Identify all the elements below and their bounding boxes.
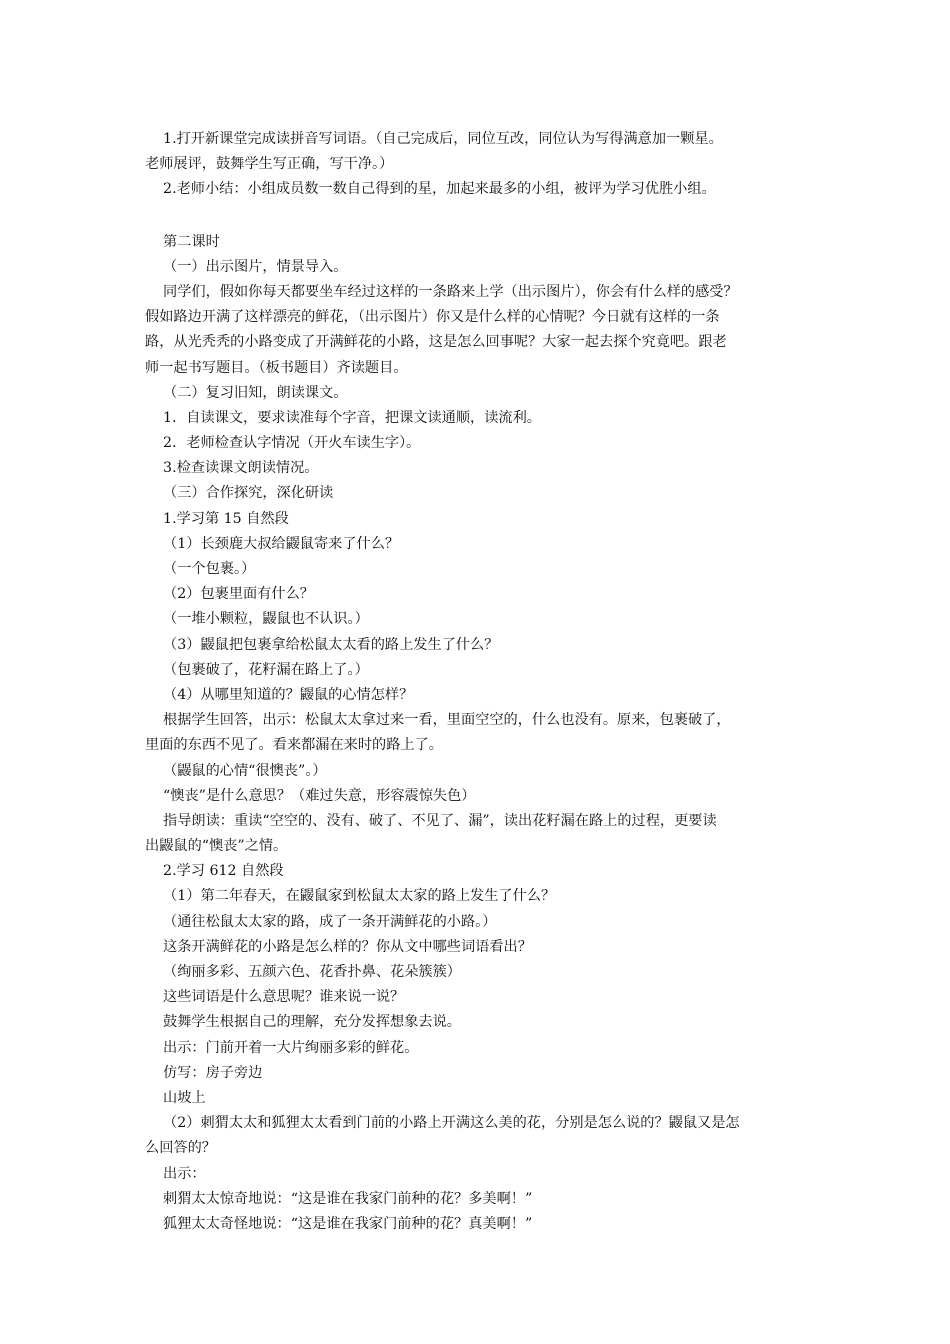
text-line: 山坡上: [145, 1089, 206, 1106]
text-line: （一个包裹。）: [145, 561, 256, 577]
text-line: “懊丧”是什么意思？（难过失意，形容震惊失色）: [145, 787, 476, 804]
text-line: 出示：门前开着一大片绚丽多彩的鲜花。: [145, 1039, 419, 1056]
text-line: 狐狸太太奇怪地说：“这是谁在我家门前种的花？真美啊！”: [145, 1215, 533, 1232]
text-line: 第二课时: [145, 233, 220, 250]
text-line: 老师展评，鼓舞学生写正确，写干净。）: [145, 156, 394, 173]
text-line: 1.学习第 15 自然段: [145, 510, 289, 527]
text-line: （3）鼹鼠把包裹拿给松鼠太太看的路上发生了什么？: [145, 636, 499, 653]
text-line: （一）出示图片，情景导入。: [145, 258, 348, 275]
text-line: （三）合作探究，深化研读: [145, 485, 334, 502]
text-line: 2.老师小结：小组成员数一数自己得到的星，加起来最多的小组，被评为学习优胜小组。: [145, 181, 716, 198]
text-line: （鼹鼠的心情“很懊丧”。）: [145, 762, 327, 779]
text-line: （1）长颈鹿大叔给鼹鼠寄来了什么？: [145, 535, 400, 552]
text-line: 1.打开新课堂完成读拼音写词语。（自己完成后，同位互改，同位认为写得满意加一颗星。: [145, 131, 723, 147]
text-line: 出示：: [145, 1165, 206, 1182]
text-line: （2）刺猬太太和狐狸太太看到门前的小路上开满这么美的花，分别是怎么说的？鼹鼠又是怎: [145, 1115, 740, 1132]
text-line: 3.检查读课文朗读情况。: [145, 460, 319, 477]
text-line: （包裹破了，花籽漏在路上了。）: [145, 661, 369, 678]
text-line: 师一起书写题目。（板书题目）齐读题目。: [145, 359, 408, 376]
text-line: （绚丽多彩、五颜六色、花香扑鼻、花朵簇簇）: [145, 964, 461, 980]
text-line: 2.学习 612 自然段: [145, 863, 284, 880]
text-line: 这些词语是什么意思呢？谁来说一说？: [145, 989, 405, 1006]
text-line: 2．老师检查认字情况（开火车读生字）。: [145, 435, 421, 452]
text-line: 路，从光秃秃的小路变成了开满鲜花的小路，这是怎么回事呢？大家一起去探个究竟吧。跟老: [145, 334, 727, 351]
text-line: 这条开满鲜花的小路是怎么样的？你从文中哪些词语看出？: [145, 938, 532, 955]
text-line: 里面的东西不见了。看来都漏在来时的路上了。: [145, 737, 443, 754]
blank-line: [145, 203, 825, 230]
text-line: （1）第二年春天，在鼹鼠家到松鼠太太家的路上发生了什么？: [145, 888, 556, 905]
text-line: （二）复习旧知，朗读课文。: [145, 384, 348, 401]
text-line: 么回答的？: [145, 1140, 216, 1157]
text-line: 指导朗读：重读“空空的、没有、破了、不见了、漏”，读出花籽漏在路上的过程，更要读: [145, 812, 717, 829]
text-line: 鼓舞学生根据自己的理解，充分发挥想象去说。: [145, 1014, 461, 1031]
text-line: （一堆小颗粒，鼹鼠也不认识。）: [145, 611, 369, 628]
text-line: 1．自读课文，要求读准每个字音，把课文读通顺，读流利。: [145, 409, 541, 426]
text-line: 假如路边开满了这样漂亮的鲜花，（出示图片）你又是什么样的心情呢？今日就有这样的一条: [145, 309, 720, 326]
text-line: 同学们，假如你每天都要坐车经过这样的一条路来上学（出示图片），你会有什么样的感受？: [145, 283, 738, 300]
text-line: （2）包裹里面有什么？: [145, 586, 314, 603]
text-line: （通往松鼠太太家的路，成了一条开满鲜花的小路。）: [145, 913, 497, 930]
text-line: 出鼹鼠的“懊丧”之情。: [145, 838, 288, 855]
text-line: 根据学生回答，出示：松鼠太太拿过来一看，里面空空的，什么也没有。原来，包裹破了，: [145, 712, 731, 729]
text-line: 仿写：房子旁边: [145, 1064, 263, 1081]
text-line: （4）从哪里知道的？鼹鼠的心情怎样？: [145, 686, 414, 703]
document-page: [145, 127, 825, 1237]
text-line: 刺猬太太惊奇地说：“这是谁在我家门前种的花？多美啊！”: [145, 1190, 533, 1207]
